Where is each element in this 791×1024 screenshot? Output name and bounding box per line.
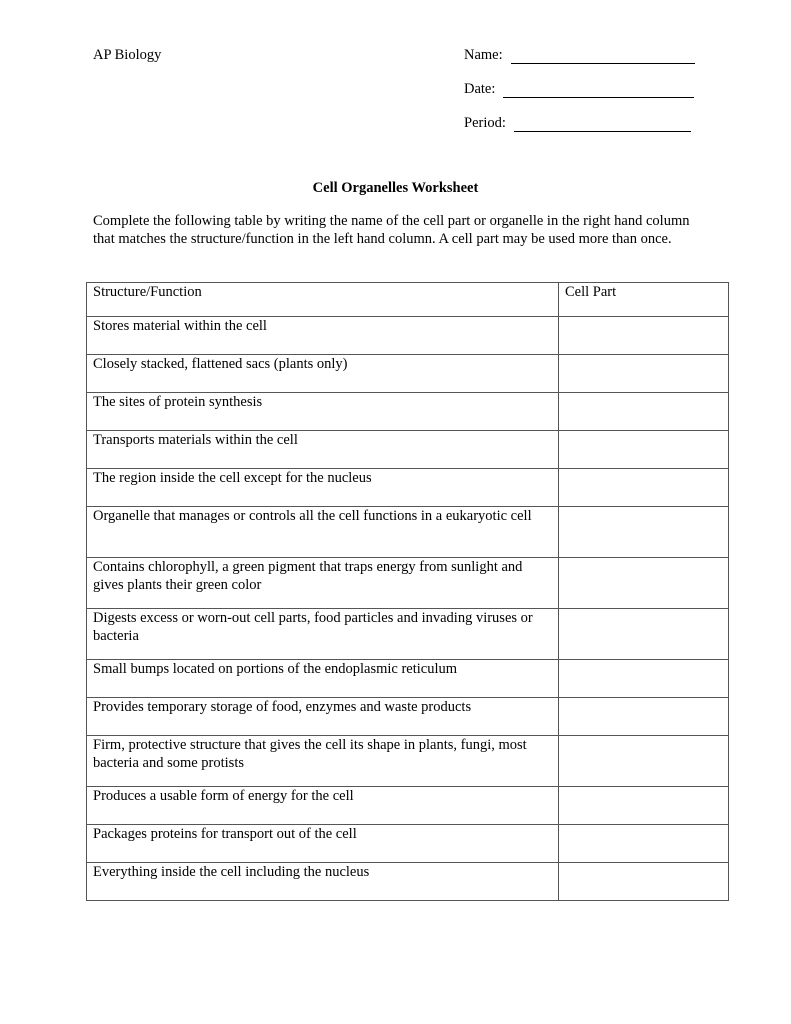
function-cell: Transports materials within the cell — [87, 431, 559, 469]
table-header-row — [87, 283, 729, 317]
answer-cell[interactable] — [559, 317, 729, 355]
function-cell: Provides temporary storage of food, enzymes and waste products — [87, 698, 559, 736]
period-blank[interactable] — [514, 117, 691, 132]
function-cell: Produces a usable form of energy for the cell — [87, 787, 559, 825]
table-row — [87, 317, 729, 355]
name-label: Name: — [464, 47, 503, 63]
function-cell: Firm, protective structure that gives the cell its shape in plants, fungi, most bacteria and some protists — [87, 736, 559, 787]
date-label: Date: — [464, 81, 496, 97]
period-label: Period: — [464, 115, 506, 131]
function-cell: Stores material within the cell — [87, 317, 559, 355]
answer-cell[interactable] — [559, 355, 729, 393]
answer-cell[interactable] — [559, 469, 729, 507]
instructions: Complete the following table by writing the name of the cell part or organelle in the right hand column that matches the structure/function in the left hand column. A cell part may be used more than once. — [93, 213, 690, 247]
answer-cell[interactable] — [559, 787, 729, 825]
column-header-structure-function: Structure/Function — [87, 283, 559, 317]
worksheet-title: Cell Organelles Worksheet — [312, 180, 479, 196]
function-cell: Digests excess or worn-out cell parts, food particles and invading viruses or bacteria — [87, 609, 559, 660]
answer-cell[interactable] — [559, 660, 729, 698]
organelles-table — [86, 282, 729, 901]
name-blank[interactable] — [511, 49, 695, 64]
period-field[interactable] — [464, 115, 691, 132]
table-row — [87, 660, 729, 698]
answer-cell[interactable] — [559, 825, 729, 863]
table-row — [87, 558, 729, 609]
function-cell: Small bumps located on portions of the endoplasmic reticulum — [87, 660, 559, 698]
table-row — [87, 609, 729, 660]
answer-cell[interactable] — [559, 431, 729, 469]
answer-cell[interactable] — [559, 507, 729, 558]
answer-cell[interactable] — [559, 698, 729, 736]
answer-cell[interactable] — [559, 736, 729, 787]
table-row — [87, 431, 729, 469]
table-row — [87, 507, 729, 558]
function-cell: The sites of protein synthesis — [87, 393, 559, 431]
function-cell: Organelle that manages or controls all the cell functions in a eukaryotic cell — [87, 507, 559, 558]
answer-cell[interactable] — [559, 393, 729, 431]
table-row — [87, 393, 729, 431]
table-row — [87, 863, 729, 901]
table-row — [87, 698, 729, 736]
table-row — [87, 355, 729, 393]
function-cell: Packages proteins for transport out of the cell — [87, 825, 559, 863]
table-row — [87, 787, 729, 825]
table-row — [87, 736, 729, 787]
function-cell: Everything inside the cell including the nucleus — [87, 863, 559, 901]
answer-cell[interactable] — [559, 863, 729, 901]
column-header-cell-part: Cell Part — [559, 283, 729, 317]
course-name: AP Biology — [93, 47, 162, 63]
answer-cell[interactable] — [559, 609, 729, 660]
function-cell: The region inside the cell except for the nucleus — [87, 469, 559, 507]
table-row — [87, 825, 729, 863]
function-cell: Closely stacked, flattened sacs (plants only) — [87, 355, 559, 393]
date-field[interactable] — [464, 81, 694, 98]
table-row — [87, 469, 729, 507]
name-field[interactable] — [464, 47, 695, 64]
answer-cell[interactable] — [559, 558, 729, 609]
date-blank[interactable] — [503, 83, 694, 98]
function-cell: Contains chlorophyll, a green pigment that traps energy from sunlight and gives plants their green color — [87, 558, 559, 609]
